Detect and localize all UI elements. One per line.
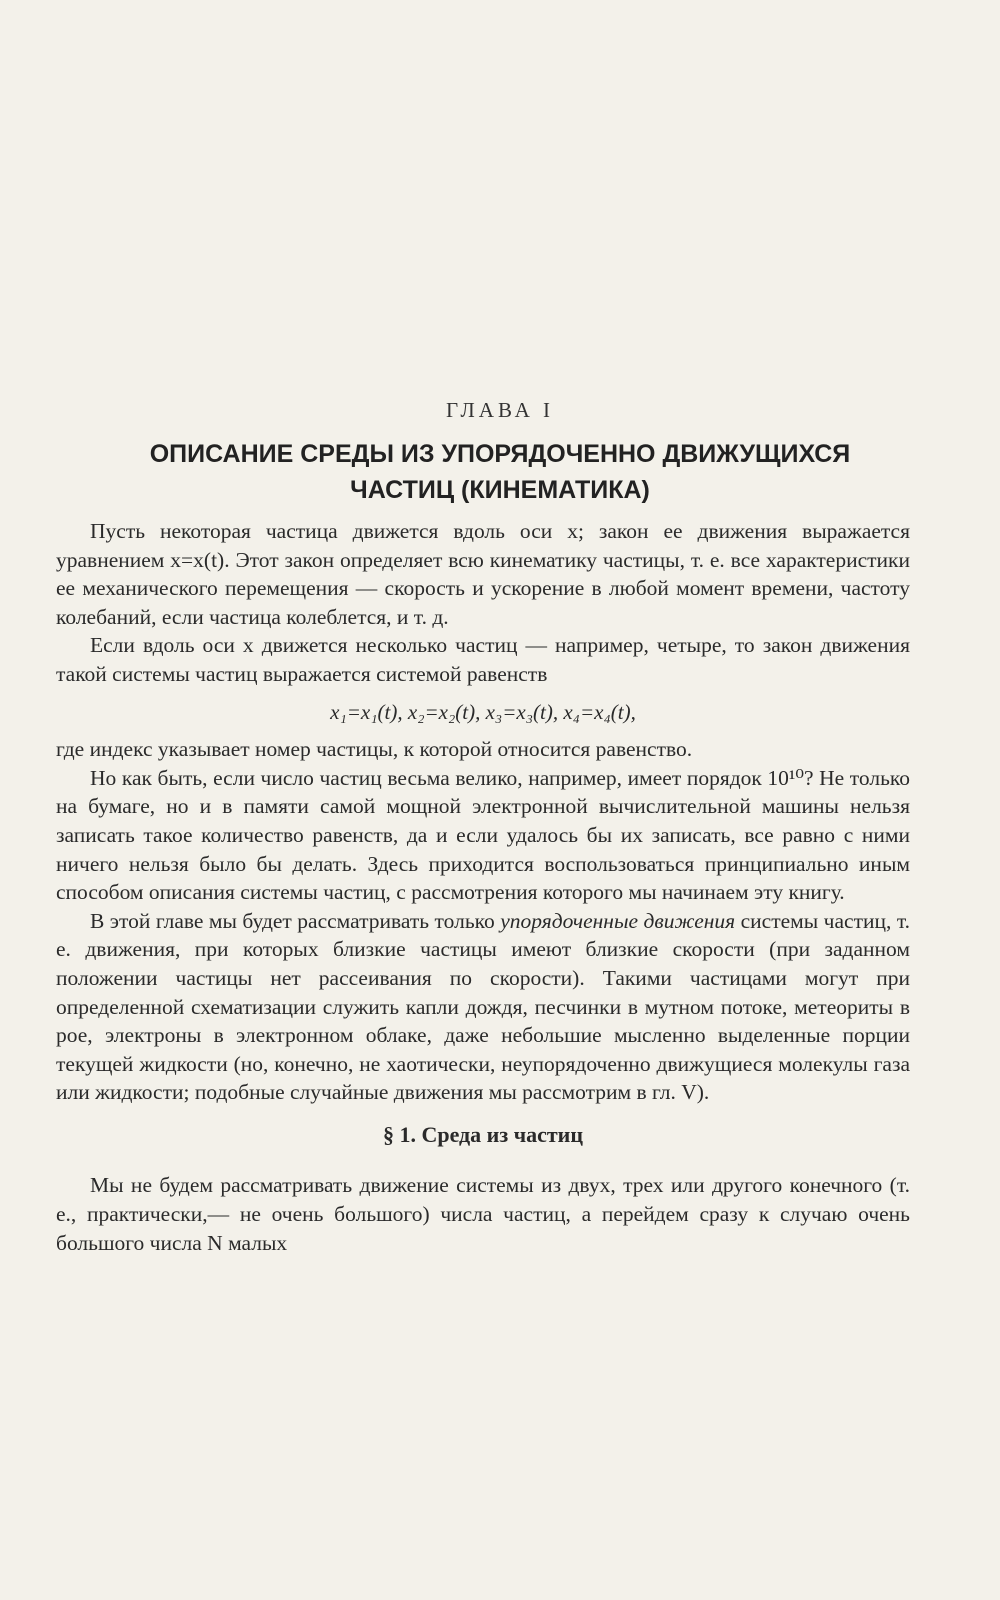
paragraph-5-start: В этой главе мы будет рассматривать только: [90, 908, 501, 933]
paragraph-4: Но как быть, если число частиц весьма велико, например, имеет порядок 10¹⁰? Не только на бумаге, но и в памяти самой мощной электронной вычислительной машины нельзя записать такое количество равенств, да и если удалось бы их записать, все равно с ними ничего нельзя было бы делать. Здесь приходится воспользоваться принципиально иным способом описания системы частиц, с рассмотрения которого мы начинаем эту книгу.: [56, 765, 910, 905]
chapter-title-line-1: ОПИСАНИЕ СРЕДЫ ИЗ УПОРЯДОЧЕННО ДВИЖУЩИХСЯ: [149, 440, 851, 468]
body-text: [56, 517, 910, 1257]
paragraph-6: Мы не будем рассматривать движение системы из двух, трех или другого конечного (т. е., практически,— не очень большого) числа частиц, а перейдем сразу к случаю очень большого числа N малых: [56, 1173, 910, 1255]
paragraph-2: Если вдоль оси x движется несколько частиц — например, четыре, то закон движения такой системы частиц выражается системой равенств: [56, 633, 910, 686]
paragraph-5-emphasis: упорядоченные движения: [500, 908, 736, 933]
paragraph-5-end: системы частиц, т. е. движения, при которых близкие частицы имеют близкие скорости (при заданном положении частицы нет рассеивания по скорости). Такими частицами могут при определенной схематизации служить капли дождя, песчинки в мутном потоке, метеориты в рое, электроны в электронном облаке, даже небольшие мысленно выделенные порции текущей жидкости (но, конечно, не хаотически, неупорядоченно движущиеся молекулы газа или жидкости; подобные случайные движения мы рассмотрим в гл. V).: [56, 908, 910, 1105]
chapter-title: [60, 436, 940, 508]
section-title: § 1. Среда из частиц: [382, 1121, 584, 1147]
paragraph-1: Пусть некоторая частица движется вдоль оси x; закон ее движения выражается уравнением x=x(t). Этот закон определяет всю кинематику частицы, т. е. все характеристики ее механического перемещения — скорость и ускорение в любой момент времени, частоту колебаний, если частица колеблется, и т. д.: [56, 519, 910, 629]
equation-system: x₁=x₁(t), x₂=x₂(t), x₃=x₃(t), x₄=x₄(t),: [330, 699, 636, 724]
paragraph-5: [56, 907, 910, 1107]
paragraph-3: где индекс указывает номер частицы, к которой относится равенство.: [56, 737, 693, 762]
chapter-label: ГЛАВА I: [445, 398, 555, 422]
chapter-title-line-2: ЧАСТИЦ (КИНЕМАТИКА): [350, 476, 650, 504]
